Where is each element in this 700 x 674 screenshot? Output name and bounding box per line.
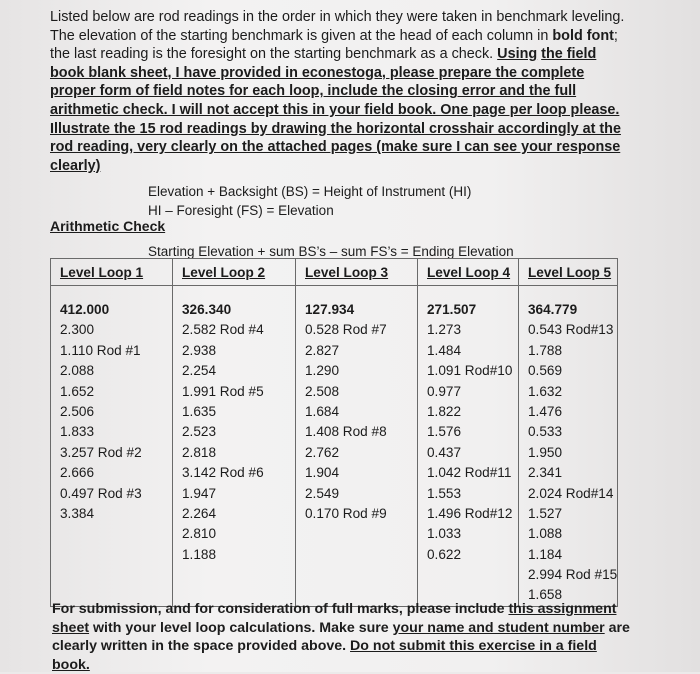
equation-hi: Elevation + Backsight (BS) = Height of Instrument (HI)	[148, 184, 472, 199]
reading-cell: 0.528 Rod #7	[305, 322, 387, 338]
equation-arithmetic-check: Starting Elevation + sum BS’s – sum FS’s = Ending Elevation	[148, 244, 514, 259]
footer-text-3: are clearly written in the space provided above.	[52, 619, 630, 655]
reading-cell: 1.632	[528, 383, 563, 399]
header-loop-5: Level Loop 5	[519, 259, 618, 286]
reading-cell: 2.666	[60, 465, 95, 481]
reading-cell: 2.523	[182, 424, 217, 440]
reading-cell: 1.273	[427, 322, 462, 338]
intro-line-1: Listed below are rod readings in the order in which they were taken in benchmark	[50, 9, 568, 25]
reading-cell: 1.496 Rod#12	[427, 505, 513, 521]
reading-cell: 326.340	[182, 302, 232, 317]
reading-cell: 1.184	[528, 546, 563, 562]
reading-cell: 1.484	[427, 342, 462, 358]
reading-cell: 3.384	[60, 505, 95, 521]
loop-1-column	[51, 300, 173, 606]
reading-cell: 1.684	[305, 403, 340, 419]
reading-cell: 1.091 Rod#10	[427, 363, 513, 379]
reading-cell: 2.938	[182, 342, 217, 358]
header-loop-1: Level Loop 1	[51, 259, 173, 286]
reading-cell: 1.576	[427, 424, 462, 440]
footer-text-1: For submission, and for consideration of full marks, please include	[52, 601, 509, 617]
reading-cell: 1.033	[427, 526, 462, 542]
reading-cell: 1.788	[528, 342, 563, 358]
loop-3-column	[296, 300, 418, 606]
reading-cell: 2.300	[60, 322, 95, 338]
reading-cell: 2.264	[182, 505, 217, 521]
reading-cell: 0.497 Rod #3	[60, 485, 142, 501]
reading-cell: 1.290	[305, 363, 340, 379]
intro-line-3: ; the last reading is the foresight on the starting benchmark as a check.	[50, 27, 618, 63]
reading-cell: 1.833	[60, 424, 95, 440]
reading-cell: 0.977	[427, 383, 462, 399]
reading-cell: 0.622	[427, 546, 462, 562]
footer-underline-2: your name and student number	[392, 619, 605, 636]
instructions-paragraph	[50, 8, 630, 175]
header-loop-2: Level Loop 2	[173, 259, 296, 286]
reading-cell: 1.088	[528, 526, 563, 542]
level-loops-table	[50, 258, 618, 607]
reading-cell: 2.994 Rod #15	[528, 567, 618, 583]
reading-cell: 1.658	[528, 587, 563, 603]
reading-cell: 2.024 Rod#14	[528, 485, 614, 501]
loop-2-column	[173, 300, 296, 606]
reading-cell: 1.904	[305, 465, 340, 481]
reading-cell: 0.437	[427, 444, 462, 460]
footer-text-2: with your level loop calculations. Make sure	[89, 619, 393, 636]
reading-cell: 2.582 Rod #4	[182, 322, 264, 338]
table-header-row	[51, 259, 618, 286]
reading-cell: 2.088	[60, 363, 95, 379]
equation-elevation: HI – Foresight (FS) = Elevation	[148, 203, 334, 218]
reading-cell: 1.408 Rod #8	[305, 424, 387, 440]
reading-cell: 127.934	[305, 302, 355, 317]
intro-line-2: leveling. The elevation of the starting benchmark is given at the head of each column in	[50, 9, 625, 44]
reading-cell: 2.341	[528, 465, 563, 481]
reading-cell: 0.170 Rod #9	[305, 505, 387, 521]
reading-cell: 1.950	[528, 444, 563, 460]
reading-cell: 1.947	[182, 485, 217, 501]
reading-cell: 2.818	[182, 444, 217, 460]
reading-cell: 2.762	[305, 444, 340, 460]
submission-note	[52, 600, 632, 674]
reading-cell: 1.822	[427, 403, 462, 419]
reading-cell: 1.042 Rod#11	[427, 465, 512, 481]
footer-underline-3: Do not submit this exercise in a field book.	[52, 638, 597, 673]
reading-cell: 3.142 Rod #6	[182, 465, 264, 481]
reading-cell: 1.188	[182, 546, 217, 562]
reading-cell: 2.254	[182, 363, 217, 379]
reading-cell: 364.779	[528, 302, 578, 317]
reading-cell: 412.000	[60, 302, 110, 317]
underlined-instructions: the field book blank sheet, I have provided in econestoga, please prepare the complete proper form of field notes for each loop, include the closing error and the full arithmetic check. I will not accept this in your field book. One page per loop please. Illustrate the 15 rod readings by drawing the horizontal crosshair accordingly at the rod reading, very clearly on the attached pages (make sure I can see your response clearly)	[50, 46, 621, 174]
reading-cell: 1.652	[60, 383, 95, 399]
reading-cell: 2.508	[305, 383, 340, 399]
loop-4-column	[418, 300, 519, 606]
reading-cell: 1.476	[528, 403, 563, 419]
header-loop-4: Level Loop 4	[418, 259, 519, 286]
footer-underline-1: this assignment sheet	[52, 601, 617, 636]
loop-5-column	[519, 300, 618, 606]
reading-cell: 1.635	[182, 403, 217, 419]
reading-cell: 1.553	[427, 485, 462, 501]
reading-cell: 2.827	[305, 342, 340, 358]
reading-cell: 0.533	[528, 424, 563, 440]
reading-cell: 1.991 Rod #5	[182, 383, 264, 399]
reading-cell: 2.549	[305, 485, 340, 501]
reading-cell: 0.569	[528, 363, 563, 379]
reading-cell: 2.506	[60, 403, 95, 419]
reading-cell: 0.543 Rod#13	[528, 322, 614, 338]
arithmetic-check-heading: Arithmetic Check	[50, 218, 166, 234]
reading-cell: 1.110 Rod #1	[60, 342, 141, 358]
underlined-using: Using	[497, 46, 538, 63]
reading-cell: 271.507	[427, 302, 477, 317]
reading-cell: 3.257 Rod #2	[60, 444, 142, 460]
bold-font-phrase: bold font	[552, 27, 614, 44]
reading-cell: 1.527	[528, 505, 563, 521]
header-loop-3: Level Loop 3	[296, 259, 418, 286]
reading-cell: 2.810	[182, 526, 217, 542]
